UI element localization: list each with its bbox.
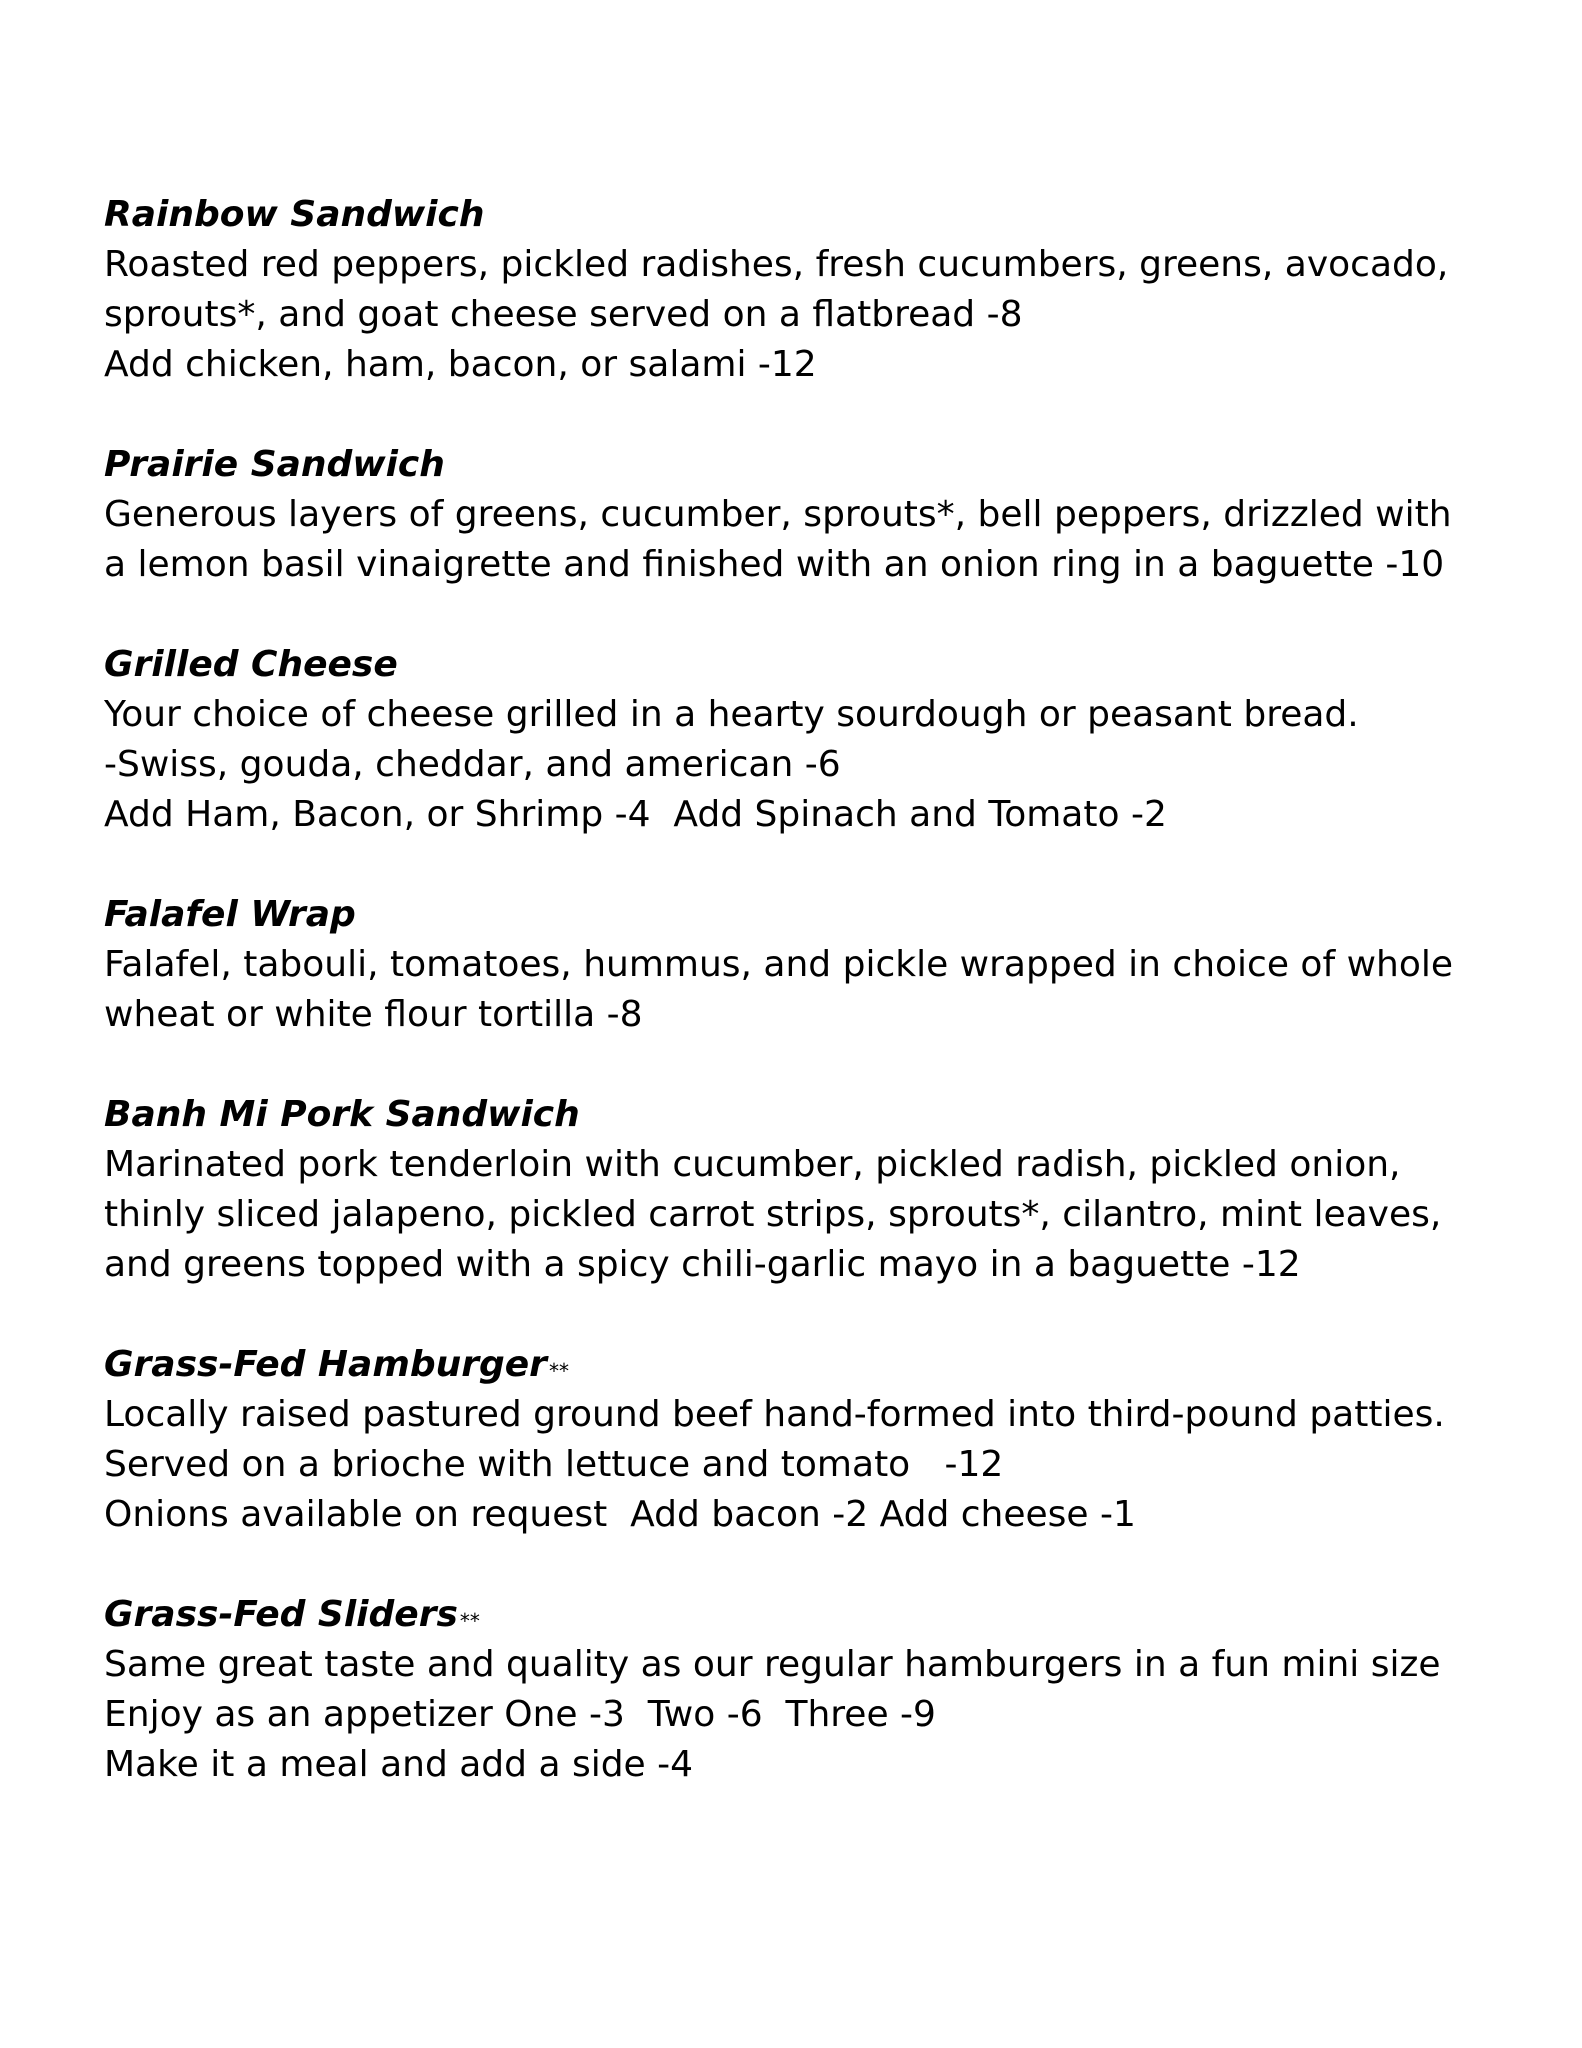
item-description-line: Onions available on request Add bacon -2 Add cheese -1 bbox=[104, 1494, 1136, 1535]
menu-list bbox=[104, 190, 1524, 1840]
menu-item-grilled-cheese bbox=[104, 640, 1524, 840]
item-description-line: Same great taste and quality as our regular hamburgers in a fun mini size bbox=[104, 1644, 1441, 1685]
menu-item-grass-fed-sliders bbox=[104, 1590, 1524, 1790]
footnote-marker: ** bbox=[459, 1609, 480, 1633]
item-title-text: Grilled Cheese bbox=[104, 644, 398, 685]
item-description-line: and greens topped with a spicy chili-garlic mayo in a baguette -12 bbox=[104, 1244, 1301, 1285]
item-title bbox=[104, 1090, 1524, 1140]
item-title-text: Falafel Wrap bbox=[104, 894, 356, 935]
item-description-line: a lemon basil vinaigrette and finished with an onion ring in a baguette -10 bbox=[104, 544, 1445, 585]
item-title-text: Prairie Sandwich bbox=[104, 444, 445, 485]
item-description-line: Make it a meal and add a side -4 bbox=[104, 1744, 694, 1785]
item-description-line: Marinated pork tenderloin with cucumber, pickled radish, pickled onion, bbox=[104, 1144, 1401, 1185]
item-description-line: Enjoy as an appetizer One -3 Two -6 Three -9 bbox=[104, 1694, 936, 1735]
item-description-line: -Swiss, gouda, cheddar, and american -6 bbox=[104, 744, 841, 785]
item-description-line: Falafel, tabouli, tomatoes, hummus, and pickle wrapped in choice of whole bbox=[104, 944, 1453, 985]
item-title bbox=[104, 1340, 1524, 1390]
item-description-line: sprouts*, and goat cheese served on a flatbread -8 bbox=[104, 294, 1023, 335]
menu-item-prairie-sandwich bbox=[104, 440, 1524, 590]
item-description-line: thinly sliced jalapeno, pickled carrot strips, sprouts*, cilantro, mint leaves, bbox=[104, 1194, 1442, 1235]
item-description-line: Generous layers of greens, cucumber, sprouts*, bell peppers, drizzled with bbox=[104, 494, 1452, 535]
item-title-text: Grass-Fed Hamburger bbox=[104, 1344, 547, 1385]
menu-item-falafel-wrap bbox=[104, 890, 1524, 1040]
menu-item-grass-fed-hamburger bbox=[104, 1340, 1524, 1540]
item-description-line: Roasted red peppers, pickled radishes, fresh cucumbers, greens, avocado, bbox=[104, 244, 1449, 285]
item-title-text: Rainbow Sandwich bbox=[104, 194, 485, 235]
item-description-line: Add chicken, ham, bacon, or salami -12 bbox=[104, 344, 817, 385]
item-title bbox=[104, 890, 1524, 940]
item-title bbox=[104, 1590, 1524, 1640]
item-description-line: Your choice of cheese grilled in a hearty sourdough or peasant bread. bbox=[104, 694, 1359, 735]
menu-item-rainbow-sandwich bbox=[104, 190, 1524, 390]
menu-item-banh-mi-pork-sandwich bbox=[104, 1090, 1524, 1290]
item-title-text: Grass-Fed Sliders bbox=[104, 1594, 458, 1635]
item-description-line: Locally raised pastured ground beef hand-formed into third-pound patties. bbox=[104, 1394, 1445, 1435]
item-title-text: Banh Mi Pork Sandwich bbox=[104, 1094, 580, 1135]
item-description-line: Add Ham, Bacon, or Shrimp -4 Add Spinach and Tomato -2 bbox=[104, 794, 1167, 835]
item-title bbox=[104, 640, 1524, 690]
item-description-line: Served on a brioche with lettuce and tomato -12 bbox=[104, 1444, 1004, 1485]
footnote-marker: ** bbox=[548, 1359, 569, 1383]
item-title bbox=[104, 190, 1524, 240]
item-description-line: wheat or white flour tortilla -8 bbox=[104, 994, 643, 1035]
item-title bbox=[104, 440, 1524, 490]
